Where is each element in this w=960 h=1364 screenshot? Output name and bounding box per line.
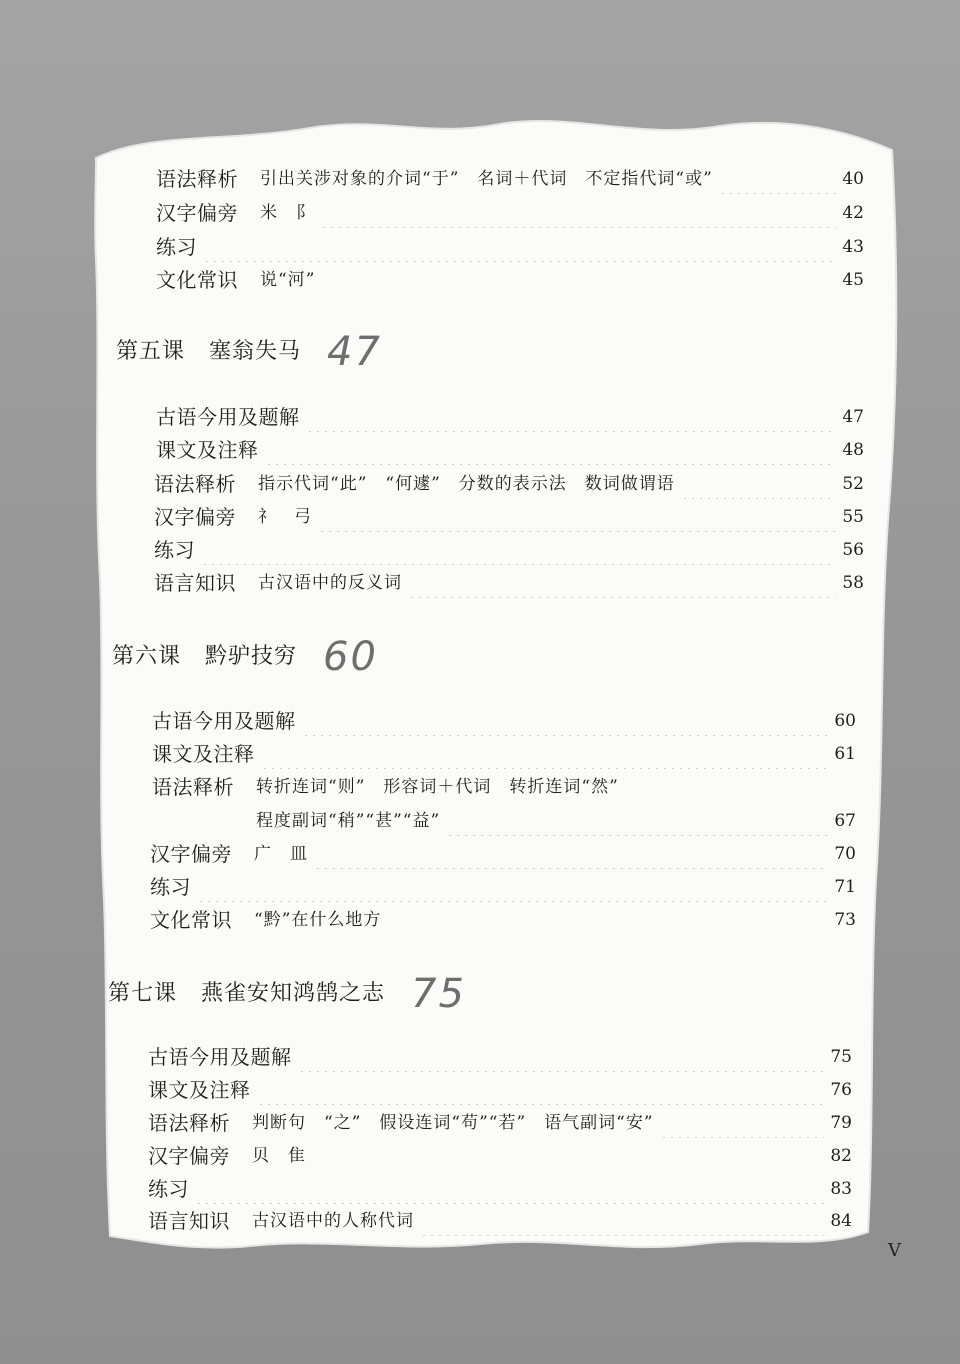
entry-page-number: 61 — [834, 744, 856, 764]
toc-entry-continuation[interactable] — [234, 806, 856, 836]
leader-dots — [408, 568, 836, 598]
entry-topics: 贝 隹 — [252, 1146, 306, 1166]
leader-dots — [681, 469, 836, 499]
entry-category: 语法释析 — [156, 167, 238, 191]
entry-page-number: 43 — [842, 237, 864, 257]
entry-topics: 说“河” — [260, 270, 316, 290]
leader-dots — [302, 706, 829, 736]
entry-category: 古语今用及题解 — [152, 709, 296, 733]
toc-entry[interactable] — [154, 469, 864, 499]
toc-entry[interactable] — [148, 1206, 852, 1236]
entry-category: 语言知识 — [148, 1209, 230, 1233]
entry-topics: 米 阝 — [260, 203, 314, 223]
toc-entry[interactable] — [148, 1108, 852, 1138]
lesson-number: 第五课 — [116, 339, 186, 364]
entry-category: 语法释析 — [154, 472, 236, 496]
entry-page-number: 82 — [830, 1146, 852, 1166]
entry-page-number: 73 — [834, 910, 856, 930]
entry-topics: 指示代词“此” “何遽” 分数的表示法 数词做谓语 — [258, 474, 675, 494]
entry-topics: 古汉语中的反义词 — [258, 573, 402, 593]
entry-page-number: 42 — [842, 203, 864, 223]
leader-dots — [719, 164, 836, 194]
toc-entry[interactable] — [152, 706, 856, 736]
toc-entry[interactable] — [154, 502, 864, 532]
entry-topics: 判断句 “之” 假设连词“苟”“若” 语气副词“安” — [252, 1113, 654, 1133]
entry-category: 汉字偏旁 — [156, 201, 238, 225]
lesson-title: 燕雀安知鸿鹄之志 — [201, 981, 386, 1006]
entry-page-number: 75 — [830, 1047, 852, 1067]
entry-category: 古语今用及题解 — [156, 405, 300, 429]
leader-dots — [314, 839, 828, 869]
lesson-title: 塞翁失马 — [209, 339, 302, 364]
toc-entry[interactable] — [156, 164, 864, 194]
entry-category: 汉字偏旁 — [150, 842, 232, 866]
lesson-heading[interactable] — [116, 330, 382, 374]
leader-dots — [257, 1075, 825, 1105]
leader-dots — [203, 232, 836, 262]
entry-page-number: 45 — [842, 270, 864, 290]
toc-entry[interactable] — [156, 198, 864, 228]
entry-page-number: 60 — [834, 711, 856, 731]
entry-category: 课文及注释 — [156, 438, 259, 462]
entry-page-number: 47 — [842, 407, 864, 427]
toc-entry[interactable] — [156, 435, 864, 465]
toc-entry[interactable] — [154, 568, 864, 598]
toc-entry[interactable] — [150, 839, 856, 869]
leader-dots — [265, 435, 837, 465]
entry-topics: 广 皿 — [254, 844, 308, 864]
entry-category: 练习 — [150, 875, 191, 899]
entry-page-number: 40 — [842, 169, 864, 189]
entry-category: 汉字偏旁 — [154, 505, 236, 529]
entry-category: 汉字偏旁 — [148, 1144, 230, 1168]
entry-page-number: 58 — [842, 573, 864, 593]
handwritten-page-note: 47 — [327, 329, 382, 375]
entry-page-number: 48 — [842, 440, 864, 460]
entry-topics: 程度副词“稍”“甚”“益” — [256, 811, 441, 831]
entry-topics: 古汉语中的人称代词 — [252, 1211, 414, 1231]
toc-entry[interactable] — [152, 772, 856, 802]
lesson-number: 第六课 — [112, 644, 182, 669]
toc-entry[interactable] — [148, 1075, 852, 1105]
entry-category: 古语今用及题解 — [148, 1045, 292, 1069]
leader-dots — [195, 1174, 824, 1204]
lesson-heading[interactable] — [112, 635, 378, 679]
handwritten-page-note: 60 — [323, 634, 378, 680]
entry-page-number: 70 — [834, 844, 856, 864]
toc-entry[interactable] — [152, 739, 856, 769]
toc-entry[interactable] — [156, 232, 864, 262]
leader-dots — [320, 198, 836, 228]
leader-dots — [660, 1108, 824, 1138]
leader-dots — [298, 1042, 825, 1072]
entry-category: 文化常识 — [156, 268, 238, 292]
toc-entry[interactable] — [150, 905, 856, 935]
entry-page-number: 67 — [834, 811, 856, 831]
entry-page-number: 84 — [830, 1211, 852, 1231]
toc-entry[interactable] — [150, 872, 856, 902]
entry-topics: 引出关涉对象的介词“于” 名词＋代词 不定指代词“或” — [260, 169, 713, 189]
page-number: V — [888, 1240, 901, 1261]
leader-dots — [201, 535, 836, 565]
entry-category: 语法释析 — [152, 775, 234, 799]
toc-entry[interactable] — [148, 1042, 852, 1072]
entry-topics: 转折连词“则” 形容词＋代词 转折连词“然” — [256, 777, 619, 797]
entry-page-number: 71 — [834, 877, 856, 897]
entry-category: 课文及注释 — [148, 1078, 251, 1102]
entry-topics: 礻 弓 — [258, 507, 312, 527]
leader-dots — [261, 739, 829, 769]
entry-topics: “黔”在什么地方 — [254, 910, 382, 930]
entry-page-number: 79 — [830, 1113, 852, 1133]
lesson-title: 黔驴技穷 — [205, 644, 298, 669]
lesson-heading[interactable] — [108, 972, 466, 1016]
leader-dots — [420, 1206, 824, 1236]
entry-page-number: 52 — [842, 474, 864, 494]
entry-category: 课文及注释 — [152, 742, 255, 766]
leader-dots — [446, 806, 828, 836]
toc-entry[interactable] — [156, 402, 864, 432]
entry-category: 语法释析 — [148, 1111, 230, 1135]
lesson-number: 第七课 — [108, 981, 178, 1006]
toc-entry[interactable] — [154, 535, 864, 565]
toc-entry[interactable] — [148, 1174, 852, 1204]
entry-page-number: 76 — [830, 1080, 852, 1100]
toc-entry[interactable] — [148, 1141, 852, 1171]
entry-category: 练习 — [156, 235, 197, 259]
handwritten-page-note: 75 — [411, 971, 466, 1017]
entry-category: 练习 — [154, 538, 195, 562]
entry-page-number: 83 — [830, 1179, 852, 1199]
leader-dots — [306, 402, 837, 432]
entry-page-number: 56 — [842, 540, 864, 560]
entry-category: 练习 — [148, 1177, 189, 1201]
entry-category: 文化常识 — [150, 908, 232, 932]
leader-dots — [318, 502, 836, 532]
entry-page-number: 55 — [842, 507, 864, 527]
toc-entry[interactable] — [156, 265, 864, 295]
entry-category: 语言知识 — [154, 571, 236, 595]
leader-dots — [197, 872, 828, 902]
